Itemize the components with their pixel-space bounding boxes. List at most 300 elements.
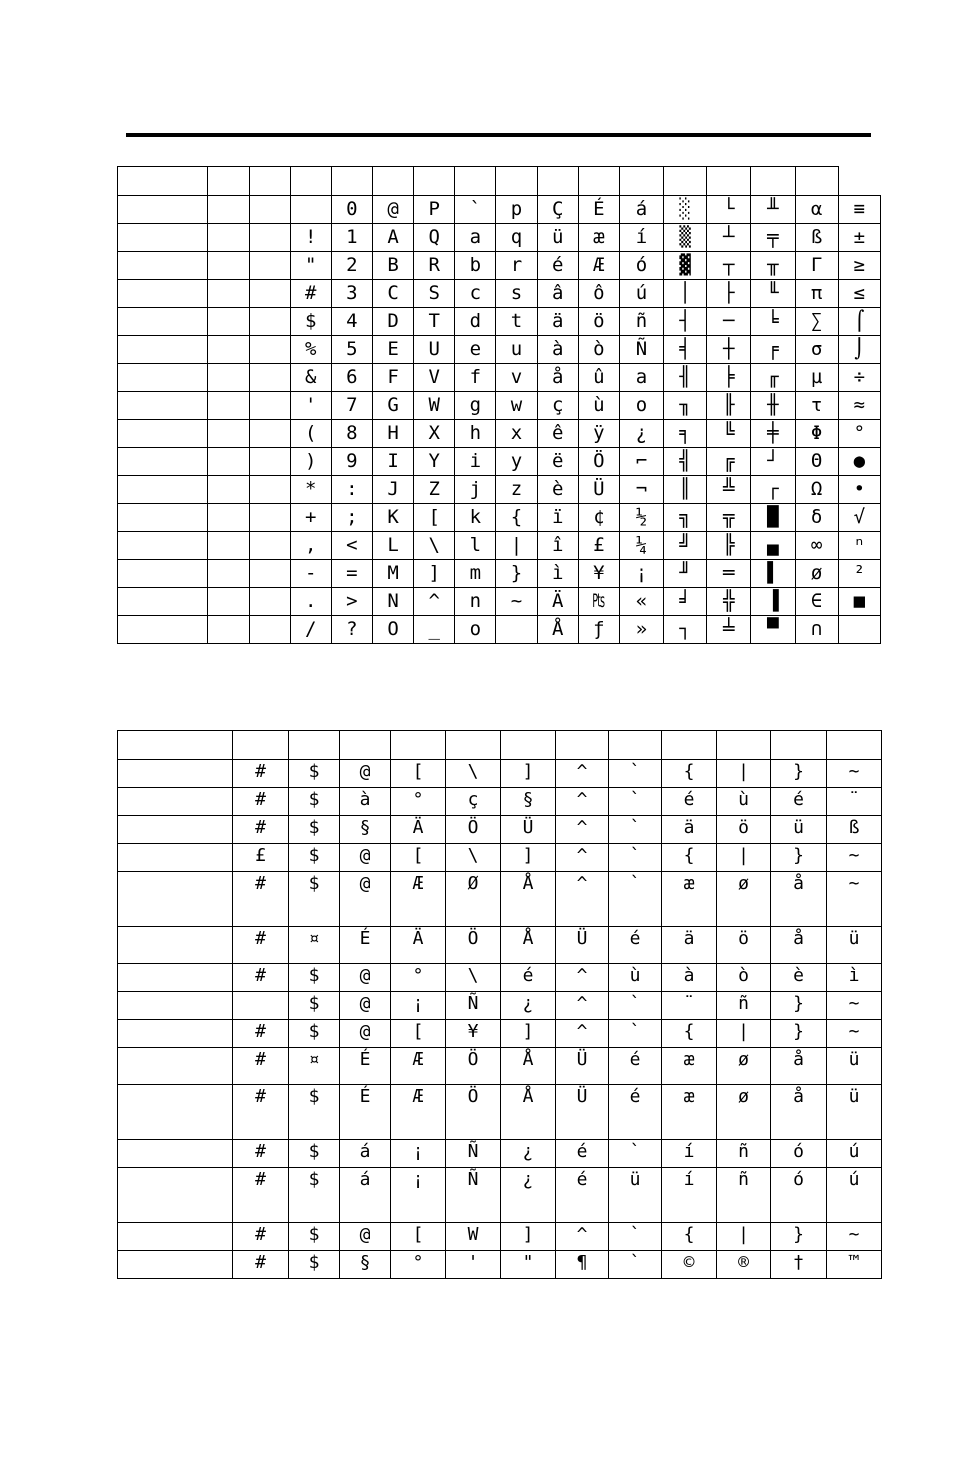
char-table-row	[118, 560, 881, 588]
intl-table-cell: #	[233, 1140, 289, 1168]
char-table-cell: ╜	[664, 560, 707, 588]
intl-table-cell: ù	[609, 964, 662, 992]
char-table-cell: └	[707, 196, 751, 224]
char-table-cell: ╚	[707, 420, 751, 448]
char-table-cell: #	[290, 280, 331, 308]
char-table-cell	[118, 167, 208, 196]
intl-table-cell: Ä	[391, 927, 446, 964]
intl-table-row	[118, 760, 882, 788]
char-table-cell	[249, 476, 290, 504]
char-table-cell: ╡	[664, 336, 707, 364]
char-table-cell: Q	[414, 224, 455, 252]
char-table-cell: ╢	[664, 364, 707, 392]
char-table-cell	[249, 532, 290, 560]
char-table-cell: ╧	[707, 616, 751, 644]
char-table-cell	[249, 252, 290, 280]
char-table-cell: >	[331, 588, 372, 616]
intl-table-cell: í	[662, 1168, 717, 1223]
intl-table-cell: à	[662, 964, 717, 992]
char-table-cell	[496, 167, 537, 196]
char-table-cell: δ	[795, 504, 838, 532]
char-table-cell: C	[372, 280, 413, 308]
char-table-cell: ╘	[751, 308, 795, 336]
char-table-cell: á	[619, 196, 663, 224]
intl-table-cell: Ö	[446, 1085, 501, 1140]
char-table-cell: ┼	[707, 336, 751, 364]
intl-table-cell	[233, 731, 289, 760]
char-table-cell: V	[414, 364, 455, 392]
intl-table-cell: $	[289, 1085, 340, 1140]
intl-table-cell: ö	[717, 816, 771, 844]
char-table-row	[118, 167, 881, 196]
char-table-cell: ¥	[578, 560, 619, 588]
intl-table-cell: ä	[662, 927, 717, 964]
intl-table-cell: ~	[827, 844, 882, 872]
intl-table-row	[118, 731, 882, 760]
intl-table-cell: ú	[827, 1140, 882, 1168]
char-table-cell: 8	[331, 420, 372, 448]
char-table-cell	[208, 167, 249, 196]
char-table-cell: ▐	[751, 588, 795, 616]
char-table-cell: G	[372, 392, 413, 420]
intl-table-cell: ó	[771, 1168, 827, 1223]
char-table-row	[118, 448, 881, 476]
intl-table-row	[118, 1168, 882, 1223]
intl-table-cell: à	[340, 788, 391, 816]
intl-table-cell	[662, 731, 717, 760]
char-table-cell: J	[372, 476, 413, 504]
intl-table-cell: å	[771, 1048, 827, 1085]
intl-table-cell: ¡	[391, 1168, 446, 1223]
char-table-cell: %	[290, 336, 331, 364]
intl-table-cell: ö	[717, 927, 771, 964]
char-table-cell: ⌠	[838, 308, 880, 336]
intl-table-cell: [	[391, 1223, 446, 1251]
char-table-cell: P	[414, 196, 455, 224]
intl-table-cell	[446, 731, 501, 760]
char-table-row	[118, 308, 881, 336]
intl-table-cell: ó	[771, 1140, 827, 1168]
intl-table-cell	[827, 731, 882, 760]
intl-table-cell: ]	[501, 1223, 556, 1251]
intl-table-cell: ^	[556, 1020, 609, 1048]
char-table-cell: µ	[795, 364, 838, 392]
intl-table-cell: †	[771, 1251, 827, 1279]
char-table-cell	[249, 280, 290, 308]
intl-table-cell: \	[446, 760, 501, 788]
char-table-cell: `	[455, 196, 496, 224]
intl-table-cell: }	[771, 844, 827, 872]
intl-table-row	[118, 992, 882, 1020]
intl-table-cell: Ü	[556, 927, 609, 964]
intl-table-cell	[609, 731, 662, 760]
intl-table-cell	[556, 731, 609, 760]
char-table-cell: a	[619, 364, 663, 392]
char-table-cell: ▌	[751, 560, 795, 588]
intl-table-row	[118, 1048, 882, 1085]
char-table-cell: O	[372, 616, 413, 644]
intl-table-cell: #	[233, 927, 289, 964]
char-table-cell: F	[372, 364, 413, 392]
char-table-cell: ╔	[707, 448, 751, 476]
intl-table-cell: $	[289, 1251, 340, 1279]
char-table-cell: ╗	[664, 504, 707, 532]
intl-table-cell: ñ	[717, 992, 771, 1020]
char-table-cell: d	[455, 308, 496, 336]
char-table-cell: =	[331, 560, 372, 588]
intl-table-cell: æ	[662, 1048, 717, 1085]
intl-table-cell: ò	[717, 964, 771, 992]
intl-table-cell: æ	[662, 1085, 717, 1140]
intl-table-cell: ù	[717, 788, 771, 816]
intl-table-cell: ]	[501, 1020, 556, 1048]
char-table-cell: Θ	[795, 448, 838, 476]
char-table-cell: [	[414, 504, 455, 532]
char-table-cell: ì	[537, 560, 578, 588]
intl-table-cell: $	[289, 964, 340, 992]
intl-table-cell: Ñ	[446, 1168, 501, 1223]
intl-table-cell: `	[609, 760, 662, 788]
intl-table-cell: ]	[501, 844, 556, 872]
char-table-cell: i	[455, 448, 496, 476]
intl-table-cell: Ü	[556, 1085, 609, 1140]
char-table-cell: ]	[414, 560, 455, 588]
char-table-cell: K	[372, 504, 413, 532]
char-table-cell: π	[795, 280, 838, 308]
char-table-cell	[118, 392, 208, 420]
char-table-cell: ┤	[664, 308, 707, 336]
intl-table-cell: $	[289, 844, 340, 872]
char-table-cell	[118, 196, 208, 224]
intl-table-cell: Ä	[391, 816, 446, 844]
char-table-cell	[208, 448, 249, 476]
intl-table-cell: ¨	[662, 992, 717, 1020]
intl-table-cell: Ñ	[446, 992, 501, 1020]
intl-table-row	[118, 872, 882, 927]
intl-table-cell: é	[501, 964, 556, 992]
char-table-cell: o	[455, 616, 496, 644]
char-table-cell: _	[414, 616, 455, 644]
intl-table-row	[118, 816, 882, 844]
char-table-cell: Å	[537, 616, 578, 644]
char-table-cell: H	[372, 420, 413, 448]
char-table-cell: ╬	[707, 588, 751, 616]
char-table-cell: ─	[707, 308, 751, 336]
char-table-cell: L	[372, 532, 413, 560]
char-table-cell	[208, 196, 249, 224]
char-table-row	[118, 224, 881, 252]
intl-table-row	[118, 927, 882, 964]
char-table-cell: ⁿ	[838, 532, 880, 560]
char-table-cell: ë	[537, 448, 578, 476]
char-table-cell: N	[372, 588, 413, 616]
char-table-cell: )	[290, 448, 331, 476]
intl-table-cell: $	[289, 1140, 340, 1168]
char-table-cell	[118, 476, 208, 504]
char-table-cell: y	[496, 448, 537, 476]
char-table-cell: ø	[795, 560, 838, 588]
intl-table-cell: ^	[556, 844, 609, 872]
intl-table-cell: $	[289, 816, 340, 844]
char-table-cell: ⌐	[619, 448, 663, 476]
intl-table-cell: å	[771, 872, 827, 927]
intl-table-cell: ü	[827, 1048, 882, 1085]
char-table-cell	[707, 167, 751, 196]
char-table-cell: ≤	[838, 280, 880, 308]
intl-table-cell: É	[340, 1085, 391, 1140]
intl-table-cell	[118, 816, 233, 844]
intl-table-cell: é	[662, 788, 717, 816]
char-table-row	[118, 364, 881, 392]
char-table-cell	[249, 196, 290, 224]
char-table-cell	[118, 420, 208, 448]
char-table-cell: Ü	[578, 476, 619, 504]
intl-table-cell: ü	[771, 816, 827, 844]
intl-table-cell	[118, 927, 233, 964]
char-table-cell: ^	[414, 588, 455, 616]
char-table-cell	[619, 167, 663, 196]
char-table-cell: Z	[414, 476, 455, 504]
intl-table-cell: é	[609, 1085, 662, 1140]
intl-table-cell: £	[233, 844, 289, 872]
intl-table-cell: Å	[501, 1085, 556, 1140]
char-table-cell	[249, 392, 290, 420]
intl-table-cell: Ø	[446, 872, 501, 927]
intl-table-row	[118, 1140, 882, 1168]
intl-table-row	[118, 1085, 882, 1140]
char-table-cell: 9	[331, 448, 372, 476]
char-table-cell: ∑	[795, 308, 838, 336]
intl-table-cell: ¡	[391, 992, 446, 1020]
intl-table-cell: Ñ	[446, 1140, 501, 1168]
intl-table-cell: ©	[662, 1251, 717, 1279]
intl-table-cell: }	[771, 992, 827, 1020]
intl-table-cell: ¿	[501, 1168, 556, 1223]
char-table-cell: Ç	[537, 196, 578, 224]
char-table-cell: g	[455, 392, 496, 420]
intl-table-row	[118, 788, 882, 816]
char-table-cell: X	[414, 420, 455, 448]
char-table-cell: ▒	[664, 224, 707, 252]
intl-table-cell: ¡	[391, 1140, 446, 1168]
char-table-cell: σ	[795, 336, 838, 364]
intl-table-cell: $	[289, 1223, 340, 1251]
intl-table-cell: $	[289, 788, 340, 816]
char-table-cell: ╙	[751, 280, 795, 308]
char-table-cell	[208, 336, 249, 364]
intl-table-cell: $	[289, 760, 340, 788]
intl-table-cell: $	[289, 872, 340, 927]
char-table-cell: ∈	[795, 588, 838, 616]
intl-table-cell: å	[771, 1085, 827, 1140]
intl-table-cell: í	[662, 1140, 717, 1168]
char-table-cell: $	[290, 308, 331, 336]
char-table-cell	[249, 336, 290, 364]
intl-table-cell: {	[662, 1223, 717, 1251]
intl-table-cell: ¥	[446, 1020, 501, 1048]
char-table-cell: u	[496, 336, 537, 364]
intl-table-cell: é	[609, 1048, 662, 1085]
char-table-cell: •	[838, 476, 880, 504]
intl-table-cell: ú	[827, 1168, 882, 1223]
char-table-cell: t	[496, 308, 537, 336]
intl-table-cell	[118, 760, 233, 788]
char-table-cell	[208, 560, 249, 588]
char-table-cell: (	[290, 420, 331, 448]
char-table-cell: ╣	[664, 448, 707, 476]
char-table-cell: ß	[795, 224, 838, 252]
char-table-cell: »	[619, 616, 663, 644]
char-table-cell: ;	[331, 504, 372, 532]
intl-table-cell	[118, 1048, 233, 1085]
char-table-cell	[118, 560, 208, 588]
char-table-cell: ,	[290, 532, 331, 560]
char-table-cell	[249, 616, 290, 644]
char-table-cell: .	[290, 588, 331, 616]
intl-table-cell	[289, 731, 340, 760]
intl-table-cell: §	[340, 816, 391, 844]
char-table-row	[118, 616, 881, 644]
intl-table-cell: ^	[556, 760, 609, 788]
char-table-cell: ╞	[707, 364, 751, 392]
intl-table-row	[118, 1020, 882, 1048]
char-table-row	[118, 476, 881, 504]
char-table-cell: 6	[331, 364, 372, 392]
char-table-row	[118, 392, 881, 420]
char-table-cell: 7	[331, 392, 372, 420]
char-table-cell: -	[290, 560, 331, 588]
char-table-cell: ²	[838, 560, 880, 588]
intl-table-cell	[771, 731, 827, 760]
intl-table-cell: [	[391, 760, 446, 788]
intl-table-cell: `	[609, 816, 662, 844]
char-table-cell: S	[414, 280, 455, 308]
char-table-cell	[118, 252, 208, 280]
char-table-cell: â	[537, 280, 578, 308]
intl-table-cell: `	[609, 1140, 662, 1168]
char-table-cell: ä	[537, 308, 578, 336]
char-table-cell	[208, 616, 249, 644]
char-table-cell	[208, 308, 249, 336]
intl-table-cell: °	[391, 1251, 446, 1279]
char-table-cell: û	[578, 364, 619, 392]
char-table-row	[118, 252, 881, 280]
char-table-cell: ┴	[707, 224, 751, 252]
intl-table-cell: å	[771, 927, 827, 964]
intl-table-cell: ^	[556, 872, 609, 927]
intl-table-cell: Æ	[391, 1085, 446, 1140]
char-table-cell	[208, 532, 249, 560]
intl-table-cell: #	[233, 1168, 289, 1223]
char-table-cell: M	[372, 560, 413, 588]
char-table-cell: q	[496, 224, 537, 252]
intl-table-cell: Ü	[501, 816, 556, 844]
char-table-cell: I	[372, 448, 413, 476]
intl-table-cell: @	[340, 872, 391, 927]
char-table-cell: à	[537, 336, 578, 364]
char-table-cell: ╪	[751, 420, 795, 448]
char-table-cell	[249, 224, 290, 252]
char-table-cell: e	[455, 336, 496, 364]
char-table-cell: Ñ	[619, 336, 663, 364]
char-table-cell: α	[795, 196, 838, 224]
char-table-cell: ┬	[707, 252, 751, 280]
char-table-cell: }	[496, 560, 537, 588]
intl-table-cell: ü	[609, 1168, 662, 1223]
intl-table-cell: #	[233, 872, 289, 927]
intl-table-cell: |	[717, 1223, 771, 1251]
intl-table-cell: é	[556, 1140, 609, 1168]
char-table-cell	[208, 588, 249, 616]
char-table-cell: ╥	[751, 252, 795, 280]
intl-table-row	[118, 964, 882, 992]
intl-table-cell: `	[609, 1020, 662, 1048]
char-table-cell	[249, 167, 290, 196]
intl-table-cell: }	[771, 760, 827, 788]
char-table-cell	[118, 336, 208, 364]
intl-table-cell: ä	[662, 816, 717, 844]
char-table-cell: @	[372, 196, 413, 224]
char-table-cell	[208, 504, 249, 532]
char-table-cell	[208, 252, 249, 280]
intl-table-cell: @	[340, 760, 391, 788]
char-table-cell: ô	[578, 280, 619, 308]
char-table-cell	[249, 308, 290, 336]
char-table-cell: ƒ	[578, 616, 619, 644]
intl-table-cell: Ö	[446, 927, 501, 964]
char-table-cell: ╓	[751, 364, 795, 392]
char-table-cell: ÷	[838, 364, 880, 392]
char-table-cell: o	[619, 392, 663, 420]
char-table-row	[118, 280, 881, 308]
char-table-cell	[208, 476, 249, 504]
intl-table-cell: ç	[446, 788, 501, 816]
char-table-cell: m	[455, 560, 496, 588]
char-table-cell: ┌	[751, 476, 795, 504]
char-table-cell: ╝	[664, 532, 707, 560]
intl-table-cell: ñ	[717, 1140, 771, 1168]
intl-table-cell: ^	[556, 816, 609, 844]
char-table-cell: 3	[331, 280, 372, 308]
char-table-cell: ╩	[707, 476, 751, 504]
char-table-cell: Y	[414, 448, 455, 476]
intl-table-cell: #	[233, 1085, 289, 1140]
intl-table-cell: #	[233, 1223, 289, 1251]
char-table-cell: ú	[619, 280, 663, 308]
char-table-cell: │	[664, 280, 707, 308]
char-table-cell: 5	[331, 336, 372, 364]
intl-table-cell: @	[340, 844, 391, 872]
char-table-cell: ╟	[707, 392, 751, 420]
char-table-cell	[664, 167, 707, 196]
char-table-row	[118, 196, 881, 224]
intl-table-cell: `	[609, 992, 662, 1020]
char-table-cell	[578, 167, 619, 196]
char-table-cell: ò	[578, 336, 619, 364]
char-table-cell: ?	[331, 616, 372, 644]
intl-table-cell: ü	[827, 1085, 882, 1140]
char-table-cell: ¬	[619, 476, 663, 504]
char-table-cell	[795, 167, 838, 196]
char-table-cell: █	[751, 504, 795, 532]
char-table-cell	[118, 588, 208, 616]
intl-table-cell: #	[233, 788, 289, 816]
intl-table-cell: Å	[501, 872, 556, 927]
intl-table-cell: #	[233, 1020, 289, 1048]
character-code-table	[117, 166, 881, 644]
char-table-cell	[496, 616, 537, 644]
char-table-cell	[249, 448, 290, 476]
